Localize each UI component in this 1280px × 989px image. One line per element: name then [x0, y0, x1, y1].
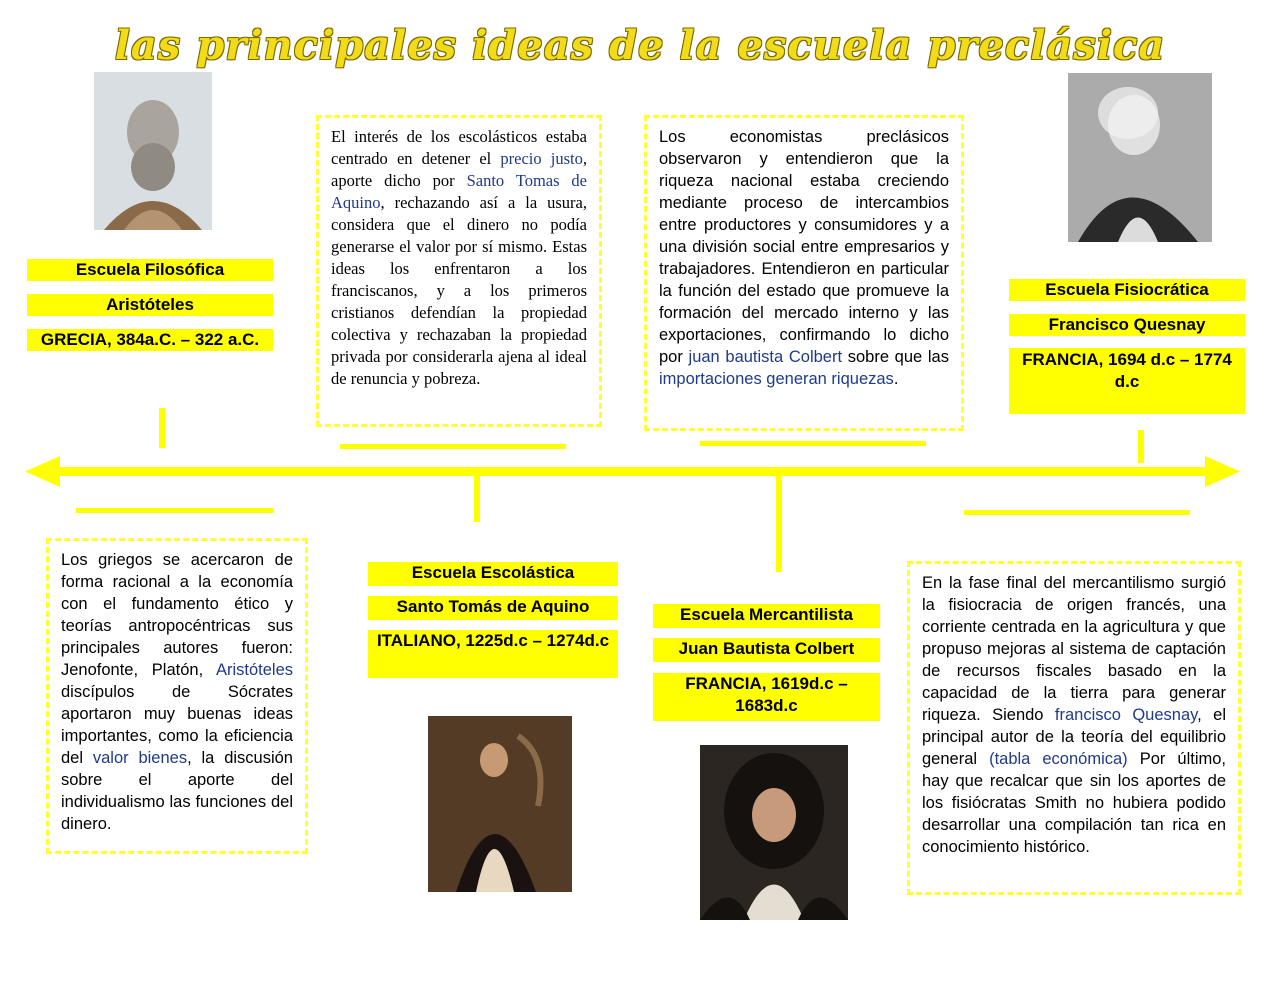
mercantilista-school-label: Escuela Mercantilista [653, 604, 880, 628]
fisiocratica-text-box [907, 561, 1241, 895]
santo-tomas-link: Santo Tomas de Aquino [331, 171, 587, 212]
text-segment: , rechazando así a la usura, considera que el dinero no podía generarse el valor por sí mismo. Estas ideas los enfrentaron a los franciscanos, y a los primeros cristianos defendían la propiedad colectiva y rechazaban la propiedad privada por considerarla ajena al ideal de renuncia y pobreza. [331, 193, 587, 388]
quesnay-portrait [1068, 73, 1212, 242]
mercantilista-author-label: Juan Bautista Colbert [653, 638, 880, 662]
fisiocratica-school-label: Escuela Fisiocrática [1009, 279, 1245, 301]
portrait-image [700, 745, 848, 920]
colbert-portrait [700, 745, 848, 920]
text-segment: En la fase final del mercantilismo surgió la fisiocracia de origen francés, una corriente centrada en la agricultura y que propuso mejoras al sistema de captación de recursos fiscales basado en la capacidad de la tierra para generar riqueza. Siendo [922, 574, 1226, 724]
fisiocratica-place-label: FRANCIA, 1694 d.c – 1774 d.c [1009, 348, 1245, 414]
underline-bars [76, 441, 1190, 515]
colbert-link: juan bautista Colbert [688, 348, 843, 366]
filosofica-text-box [46, 538, 308, 854]
timeline-arrow [25, 456, 1240, 487]
fisiocratica-author-label: Francisco Quesnay [1009, 314, 1245, 336]
text-segment: sobre que las [842, 348, 949, 366]
importaciones-link: importaciones generan riquezas [659, 370, 894, 388]
escolastica-school-label: Escuela Escolástica [368, 562, 618, 586]
tabla-economica-link: (tabla económica) [989, 750, 1128, 768]
text-segment: . [893, 370, 899, 388]
aristoteles-portrait [94, 72, 212, 230]
text-segment: , la discusión sobre el aporte del individualismo las funciones del dinero. [61, 749, 293, 833]
text-segment: Los griegos se acercaron de forma racional a la economía con el fundamento ético y teorías antropocéntricas sus principales autores fueron: Jenofonte, Platón, [61, 551, 293, 679]
escolastica-text-box [316, 115, 602, 427]
text-segment: Por último, hay que recalcar que sin los aportes de los fisiócratas Smith no hubiera podido desarrollar una compilación tan rica en conocimiento histórico. [922, 750, 1226, 856]
escolastica-author-label: Santo Tomás de Aquino [368, 596, 618, 620]
text-segment: discípulos de Sócrates aportaron muy buenas ideas importantes, como la eficiencia del [61, 683, 293, 767]
painting-image [428, 716, 572, 892]
aristoteles-link: Aristóteles [215, 661, 293, 679]
aquino-painting [428, 716, 572, 892]
valor-bienes-link: valor bienes [92, 749, 188, 767]
mercantilista-place-label: FRANCIA, 1619d.c – 1683d.c [653, 673, 880, 721]
mercantilista-text-box [644, 115, 964, 431]
quesnay-link: francisco Quesnay [1054, 706, 1198, 724]
bust-image [94, 72, 212, 230]
filosofica-author-label: Aristóteles [27, 294, 273, 316]
text-segment: El interés de los escolásticos estaba centrado en detener el [331, 127, 587, 168]
filosofica-place-label: GRECIA, 384a.C. – 322 a.C. [27, 329, 273, 351]
filosofica-school-label: Escuela Filosófica [27, 259, 273, 281]
text-segment: , el principal autor de la teoría del equilibrio general [922, 706, 1226, 768]
page-title: las principales ideas de la escuela preclásica [114, 22, 1166, 69]
text-segment: Los economistas preclásicos observaron y entendieron que la riqueza nacional estaba creciendo mediante proceso de intercambios entre productores y consumidores y a una división social entre empresarios y trabajadores. Entendieron en particular la función del estado que promueve la formación del mercado interno y las exportaciones, confirmando lo dicho por [659, 128, 949, 366]
escolastica-place-label: ITALIANO, 1225d.c – 1274d.c [368, 630, 618, 678]
engraving-image [1068, 73, 1212, 242]
precio-justo-link: precio justo [500, 149, 583, 168]
text-segment: , aporte dicho por [331, 149, 587, 190]
